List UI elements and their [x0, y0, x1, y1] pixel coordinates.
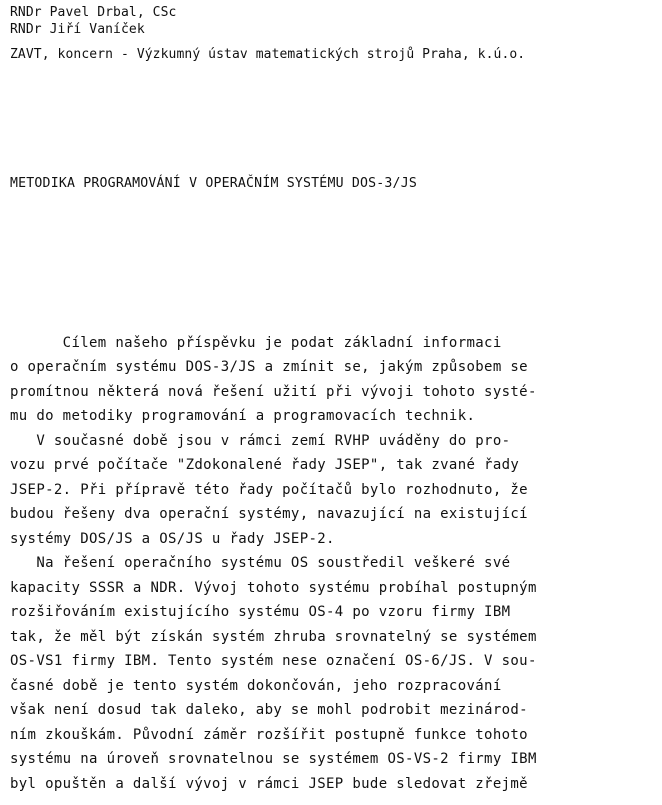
body-line: Na řešení operačního systému OS soustředil veškeré své: [10, 555, 511, 571]
body-line: Cílem našeho příspěvku je podat základní informaci: [10, 335, 502, 351]
body-line: časné době je tento systém dokončován, jeho rozpracování: [10, 678, 502, 694]
body-line: vozu prvé počítače "Zdokonalené řady JSEP", tak zvané řady: [10, 457, 520, 473]
body-line: OS-VS1 firmy IBM. Tento systém nese označení OS-6/JS. V sou-: [10, 653, 537, 669]
body-line: JSEP-2. Při přípravě této řady počítačů bylo rozhodnuto, že: [10, 482, 528, 498]
body-line: ním zkouškám. Původní záměr rozšířit postupně funkce tohoto: [10, 727, 528, 743]
author-1: RNDr Pavel Drbal, CSc: [10, 5, 177, 20]
body-line: budou řešeny dva operační systémy, navazující na existující: [10, 506, 528, 522]
body-line: mu do metodiky programování a programovacích technik.: [10, 408, 476, 424]
document-title: METODIKA PROGRAMOVÁNÍ V OPERAČNÍM SYSTÉMU DOS-3/JS: [10, 176, 417, 191]
author-2: RNDr Jiří Vaníček: [10, 22, 145, 37]
body-line: systémy DOS/JS a OS/JS u řady JSEP-2.: [10, 531, 335, 547]
affiliation: ZAVT, koncern - Výzkumný ústav matematických strojů Praha, k.ú.o.: [10, 47, 526, 62]
body-line: V současné době jsou v rámci zemí RVHP uváděny do pro-: [10, 433, 511, 449]
body-line: rozšiřováním existujícího systému OS-4 po vzoru firmy IBM: [10, 604, 511, 620]
body-line: systému na úroveň srovnatelnou se systémem OS-VS-2 firmy IBM: [10, 751, 537, 767]
body-line: tak, že měl být získán systém zhruba srovnatelný se systémem: [10, 629, 537, 645]
body-line: o operačním systému DOS-3/JS a zmínit se, jakým způsobem se: [10, 359, 528, 375]
body-line: promítnou některá nová řešení užití při vývoji tohoto systé-: [10, 384, 537, 400]
body-line: však není dosud tak daleko, aby se mohl podrobit mezinárod-: [10, 702, 528, 718]
body-line: byl opuštěn a další vývoj v rámci JSEP bude sledovat zřejmě: [10, 776, 528, 792]
body-line: kapacity SSSR a NDR. Vývoj tohoto systému probíhal postupným: [10, 580, 537, 596]
